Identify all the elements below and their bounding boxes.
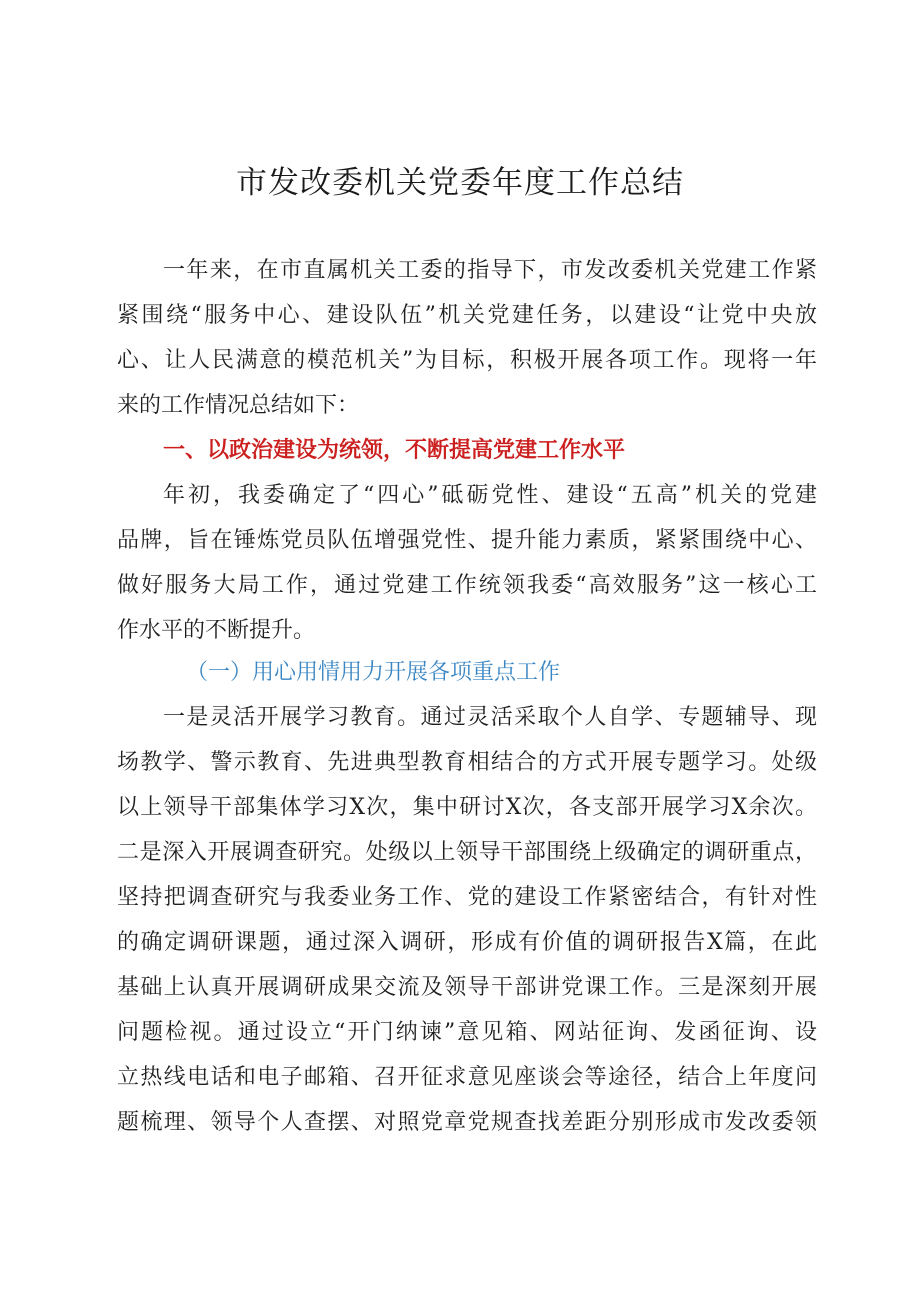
paragraph-line: 坚持把调查研究与我委业务工作、党的建设工作紧密结合，有针对性 — [117, 885, 817, 910]
document-title: 市发改委机关党委年度工作总结 — [236, 165, 684, 201]
paragraph-line: 心、让人民满意的模范机关”为目标，积极开展各项工作。现将一年 — [117, 348, 817, 373]
paragraph-line: 来的工作情况总结如下： — [117, 393, 360, 418]
paragraph-line: 以上领导干部集体学习X次，集中研讨X次，各支部开展学习X余次。 — [117, 795, 817, 820]
paragraph-line: 紧围绕“服务中心、建设队伍”机关党建任务，以建设“让党中央放 — [117, 303, 817, 328]
paragraph-line: 的确定调研课题，通过深入调研，形成有价值的调研报告X篇，在此 — [117, 930, 817, 955]
paragraph-line: 场教学、警示教育、先进典型教育相结合的方式开展专题学习。处级 — [117, 750, 817, 775]
paragraph-line: 品牌，旨在锤炼党员队伍增强党性、提升能力素质，紧紧围绕中心、 — [117, 528, 817, 553]
section-1-heading: 一、以政治建设为统领，不断提高党建工作水平 — [163, 438, 626, 463]
intro-paragraph — [117, 248, 817, 428]
paragraph-line: 基础上认真开展调研成果交流及领导干部讲党课工作。三是深刻开展 — [117, 975, 817, 1000]
paragraph-line: 年初，我委确定了“四心”砥砺党性、建设“五高”机关的党建 — [163, 483, 817, 508]
paragraph-line: 题梳理、领导个人查摆、对照党章党规查找差距分别形成市发改委领 — [117, 1110, 817, 1135]
paragraph-line: 一是灵活开展学习教育。通过灵活采取个人自学、专题辅导、现 — [163, 705, 817, 730]
paragraph-line: 问题检视。通过设立“开门纳谏”意见箱、网站征询、发函征询、设 — [117, 1020, 817, 1045]
subsection-1-paragraph — [117, 695, 817, 1145]
paragraph-line: 二是深入开展调查研究。处级以上领导干部围绕上级确定的调研重点， — [117, 840, 817, 865]
paragraph-line: 一年来，在市直属机关工委的指导下，市发改委机关党建工作紧 — [163, 258, 817, 283]
section-1-paragraph — [117, 473, 817, 653]
paragraph-line: 作水平的不断提升。 — [117, 618, 316, 643]
paragraph-line: 做好服务大局工作，通过党建工作统领我委“高效服务”这一核心工 — [117, 573, 817, 598]
paragraph-line: 立热线电话和电子邮箱、召开征求意见座谈会等途径，结合上年度问 — [117, 1065, 817, 1090]
subsection-1-heading: （一）用心用情用力开展各项重点工作 — [186, 660, 561, 685]
